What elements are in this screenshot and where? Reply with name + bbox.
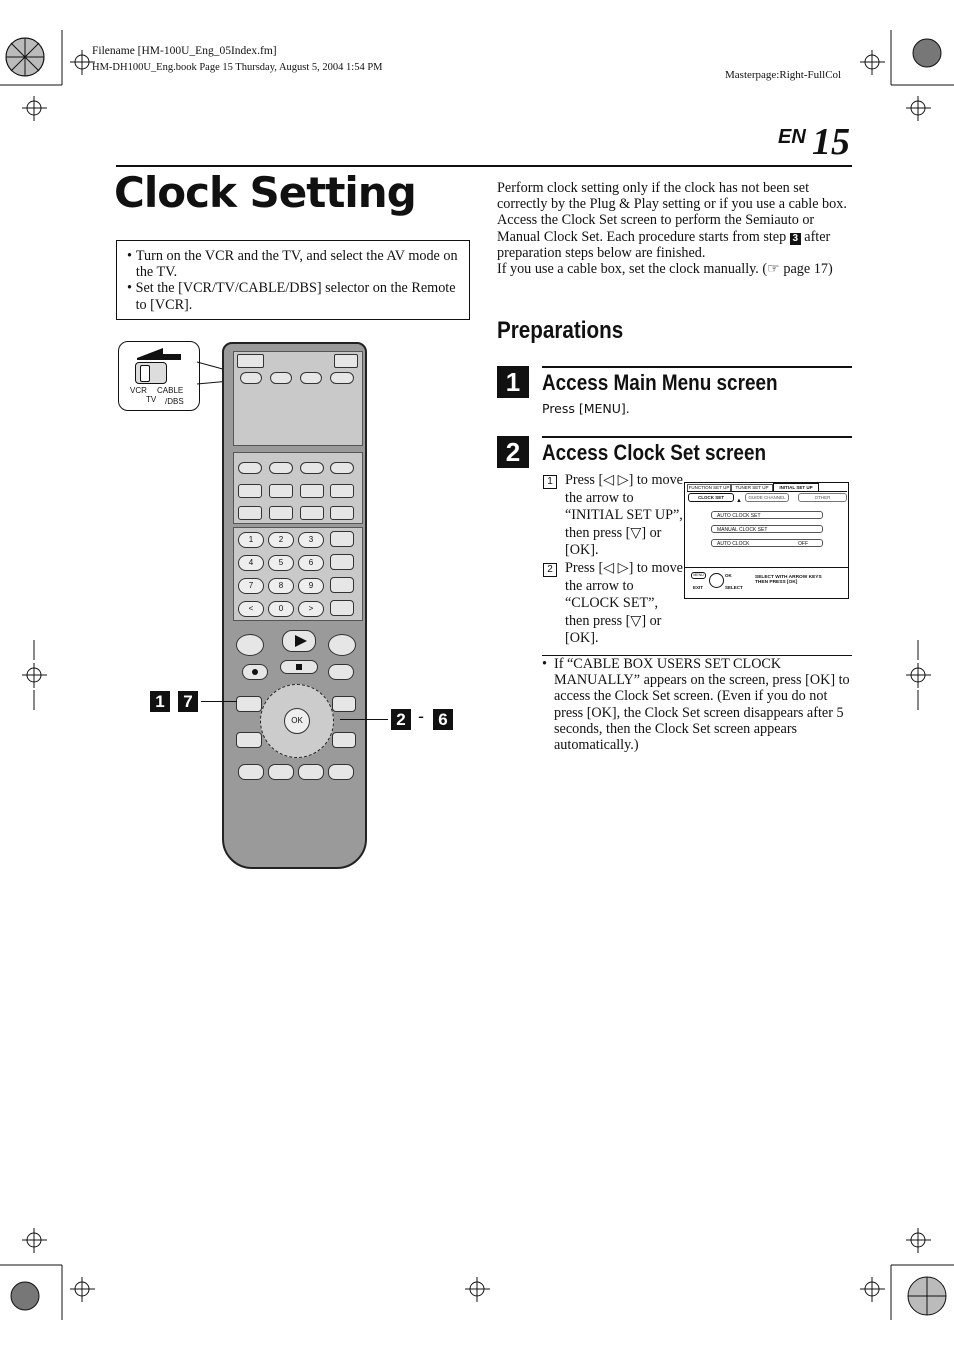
step-rule xyxy=(542,436,852,438)
remote-button[interactable] xyxy=(330,531,354,547)
callout-step-badge: 2 xyxy=(391,709,411,730)
callout-step-badge: 7 xyxy=(178,691,198,712)
keypad-prev[interactable]: < xyxy=(238,601,264,617)
selector-label-dbs: /DBS xyxy=(165,397,184,406)
osd-tab: FUNCTION SET UP xyxy=(688,485,730,490)
selector-label-tv: TV xyxy=(146,395,157,404)
callout-line xyxy=(201,701,237,702)
left-arrow-icon xyxy=(135,346,183,362)
osd-exit-label: EXIT xyxy=(693,585,704,590)
keypad-1[interactable]: 1 xyxy=(238,532,264,548)
keypad-6[interactable]: 6 xyxy=(298,555,324,571)
selector-label-cable: CABLE xyxy=(157,386,184,395)
remote-button[interactable] xyxy=(330,600,354,616)
keypad-5[interactable]: 5 xyxy=(268,555,294,571)
callout-dash: - xyxy=(418,706,424,726)
substep-2-text: Press [◁ ▷] to move the arrow to “CLOCK SET”, then press [▽] or [OK]. xyxy=(565,560,683,647)
remote-button[interactable] xyxy=(330,462,354,474)
dpad[interactable] xyxy=(260,684,334,758)
step1-title: Access Main Menu screen xyxy=(542,370,778,395)
header-rule xyxy=(116,165,852,167)
remote-button[interactable] xyxy=(298,764,324,780)
step1-text: Press [MENU]. xyxy=(542,401,630,416)
ok-button[interactable]: OK xyxy=(284,708,310,734)
osd-item: AUTO CLOCK SET xyxy=(711,511,823,519)
keypad-4[interactable]: 4 xyxy=(238,555,264,571)
prereq-item: • Turn on the VCR and the TV, and select the AV mode on the TV. xyxy=(127,248,458,281)
play-button[interactable] xyxy=(282,630,316,652)
remote-button[interactable] xyxy=(330,554,354,570)
minus-button[interactable] xyxy=(269,506,293,520)
osd-dpad-icon xyxy=(709,573,724,588)
page-number: 15 xyxy=(812,121,850,163)
record-button[interactable] xyxy=(242,664,268,680)
remote-button[interactable] xyxy=(238,764,264,780)
remote-button[interactable] xyxy=(236,732,262,748)
book-line: HM-DH100U_Eng.book Page 15 Thursday, August 5, 2004 1:54 PM xyxy=(92,62,383,73)
selector-callout xyxy=(118,341,200,411)
keypad-next[interactable]: > xyxy=(298,601,324,617)
keypad-0[interactable]: 0 xyxy=(268,601,294,617)
osd-select-label: SELECT xyxy=(725,585,743,590)
prereq-item: • Set the [VCR/TV/CABLE/DBS] selector on the Remote to [VCR]. xyxy=(127,280,456,313)
osd-tab-active: INITIAL SET UP xyxy=(773,483,819,491)
step-number-badge: 1 xyxy=(497,366,529,398)
preparations-heading: Preparations xyxy=(497,317,624,344)
minus-button[interactable] xyxy=(300,506,324,520)
callout-line xyxy=(340,719,388,720)
intro-paragraph: If you use a cable box, set the clock manually. (☞ page 17) xyxy=(497,261,833,278)
osd-tab: TUNER SET UP xyxy=(731,484,773,491)
language-code: EN xyxy=(778,126,806,148)
power-button[interactable] xyxy=(237,354,264,368)
page-ref-icon: ☞ xyxy=(767,261,780,278)
intro-paragraph: Access the Clock Set screen to perform the Semiauto or Manual Clock Set. Each procedure starts from step 3 after preparation steps below are finished. xyxy=(497,212,831,261)
remote-button[interactable] xyxy=(268,764,294,780)
remote-button[interactable] xyxy=(330,577,354,593)
plus-button[interactable] xyxy=(238,484,262,498)
osd-subtab: OTHER xyxy=(798,493,847,502)
remote-button[interactable] xyxy=(332,696,356,712)
osd-arrow-icon: ▲ xyxy=(736,498,742,504)
pause-button[interactable] xyxy=(328,664,354,680)
prerequisite-box xyxy=(116,240,470,320)
remote-button[interactable] xyxy=(269,462,293,474)
callout-step-badge: 1 xyxy=(150,691,170,712)
plus-button[interactable] xyxy=(330,484,354,498)
remote-button[interactable] xyxy=(270,372,292,384)
remote-button[interactable] xyxy=(240,372,262,384)
stop-button[interactable] xyxy=(280,660,318,674)
callout-step-badge: 6 xyxy=(433,709,453,730)
intro-paragraph: Perform clock setting only if the clock has not been set correctly by the Plug & Play setting or if you use a cable box. xyxy=(497,180,847,213)
menu-button[interactable] xyxy=(236,696,262,712)
step-rule xyxy=(542,366,852,368)
intro-text xyxy=(497,180,853,277)
note: • If “CABLE BOX USERS SET CLOCK MANUALLY” appears on the screen, press [OK] to access the Clock Set screen. (Even if you do not press [OK], the Clock Set screen disappears after 5 seconds, then the Clock Set screen appears automatically.) xyxy=(542,656,850,754)
osd-ok-label: OK xyxy=(725,573,732,578)
osd-subtab: GUIDE CHANNEL xyxy=(745,493,789,502)
osd-footer-text: SELECT WITH ARROW KEYS THEN PRESS [OK] xyxy=(755,575,822,585)
step-ref-badge: 3 xyxy=(790,233,801,245)
masterpage-label: Masterpage:Right-FullCol xyxy=(725,69,842,81)
osd-menu-key: MENU xyxy=(691,572,706,579)
filename-line: Filename [HM-100U_Eng_05Index.fm] xyxy=(92,45,277,57)
remote-button[interactable] xyxy=(332,732,356,748)
remote-button[interactable] xyxy=(328,764,354,780)
step-number-badge: 2 xyxy=(497,436,529,468)
osd-item: AUTO CLOCK OFF xyxy=(711,539,823,547)
keypad-9[interactable]: 9 xyxy=(298,578,324,594)
osd-item: MANUAL CLOCK SET xyxy=(711,525,823,533)
remote-button[interactable] xyxy=(330,372,354,384)
remote-control xyxy=(222,342,367,869)
minus-button[interactable] xyxy=(238,506,262,520)
minus-button[interactable] xyxy=(330,506,354,520)
plus-button[interactable] xyxy=(300,484,324,498)
osd-screen xyxy=(684,482,849,599)
fast-forward-button[interactable] xyxy=(328,634,356,656)
substep-1-text: Press [◁ ▷] to move the arrow to “INITIAL SET UP”, then press [▽] or [OK]. xyxy=(565,472,683,559)
remote-button[interactable] xyxy=(238,462,262,474)
substep-number: 1 xyxy=(543,475,557,489)
selector-label-vcr: VCR xyxy=(130,386,147,395)
step2-title: Access Clock Set screen xyxy=(542,440,767,465)
page-ref-link[interactable]: page 17 xyxy=(783,261,828,278)
selector-switch[interactable] xyxy=(135,362,167,384)
page-title: Clock Setting xyxy=(114,168,416,217)
keypad-8[interactable]: 8 xyxy=(268,578,294,594)
osd-subtab-active: CLOCK SET xyxy=(688,493,734,502)
plus-button[interactable] xyxy=(269,484,293,498)
osd-item-value: OFF xyxy=(798,541,808,547)
keypad-7[interactable]: 7 xyxy=(238,578,264,594)
rewind-button[interactable] xyxy=(236,634,264,656)
keypad-2[interactable]: 2 xyxy=(268,532,294,548)
substep-number: 2 xyxy=(543,563,557,577)
remote-button[interactable] xyxy=(300,462,324,474)
remote-button[interactable] xyxy=(300,372,322,384)
keypad-3[interactable]: 3 xyxy=(298,532,324,548)
remote-button[interactable] xyxy=(334,354,358,368)
